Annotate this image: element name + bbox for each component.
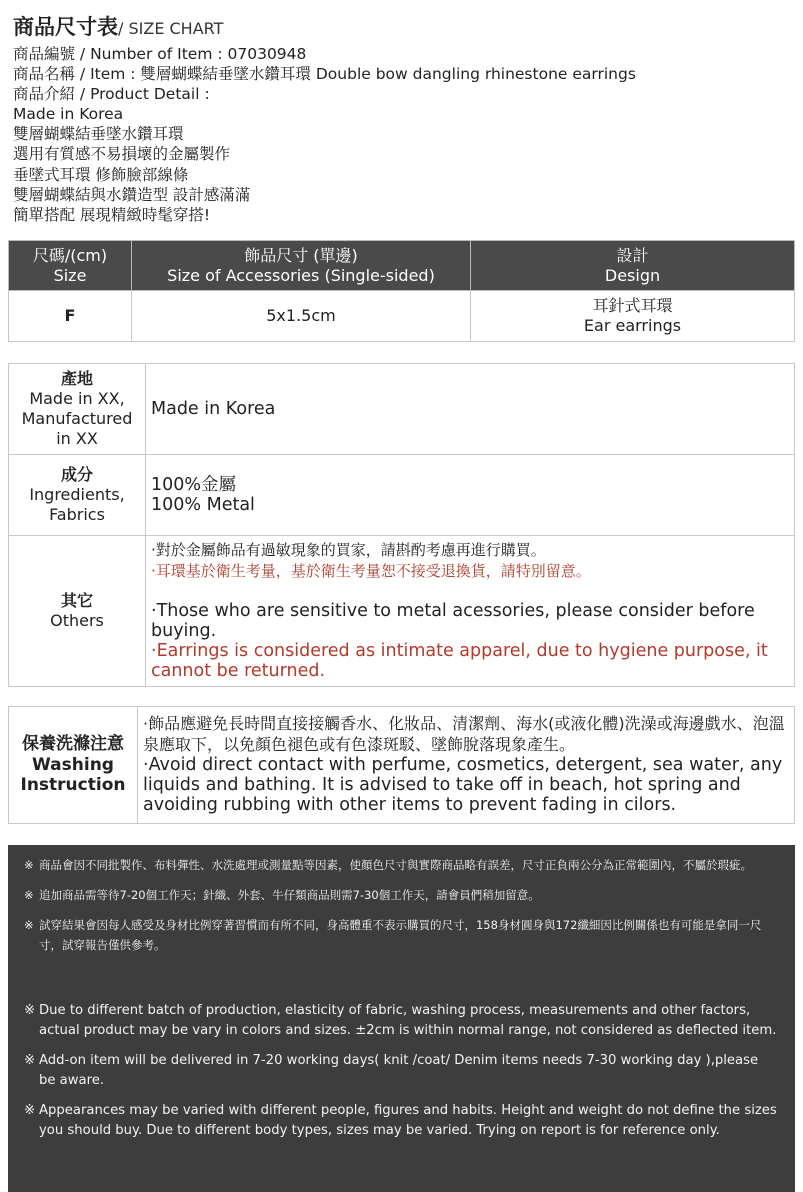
washing-label-en: Washing Instruction <box>20 754 126 796</box>
header-design <box>471 241 795 291</box>
header-design-en: Design <box>604 265 661 285</box>
others-line: ·對於金屬飾品有過敏現象的買家，請斟酌考慮再進行購買。 <box>151 541 546 560</box>
list-item <box>24 1001 777 1041</box>
list-item <box>24 915 777 955</box>
cell-design-en: Ear earrings <box>583 316 682 335</box>
washing-row <box>9 707 795 824</box>
note-marker: ※ <box>24 1053 36 1068</box>
note-marker: ※ <box>24 1003 36 1018</box>
info-detail-heading: 商品介紹 / Product Detail : <box>13 85 210 104</box>
info-item-number: 商品編號 / Number of Item : 07030948 <box>13 45 307 63</box>
list-item <box>24 1101 777 1141</box>
cell-accessory-size: 5x1.5cm <box>132 291 471 342</box>
washing-text-cn: ·飾品應避免長時間直接接觸香水、化妝品、清潔劑、海水(或液化體)洗澡或海邊戲水、泡溫泉應取下，以免顏色褪色或有色漆斑駁、墜飾脫落現象產生。 <box>143 714 785 754</box>
washing-label <box>9 707 138 824</box>
list-item <box>24 855 777 875</box>
info-detail-line: 選用有質感不易損壞的金屬製作 <box>13 145 231 164</box>
ingredients-label-cn: 成分 <box>60 465 93 484</box>
others-row <box>9 536 795 687</box>
note-text: Appearances may be varied with different people, figures and habits. Height and weight do not define the sizes you should buy. Due to different body types, sizes may be varied. Trying on report is for reference only. <box>39 1103 777 1138</box>
title-en: / SIZE CHART <box>118 19 224 38</box>
notes-chinese <box>8 845 795 991</box>
info-item-name: 商品名稱 / Item : 雙層蝴蝶結垂墜水鑽耳環 Double bow dangling rhinestone earrings <box>13 65 636 84</box>
size-table <box>8 240 795 342</box>
others-line: ·Those who are sensitive to metal acessories, please consider before buying. <box>151 600 755 641</box>
size-table-header <box>9 241 795 291</box>
info-detail-line: 垂墜式耳環 修飾臉部線條 <box>13 165 189 184</box>
note-marker: ※ <box>24 858 34 872</box>
note-text: Due to different batch of production, elasticity of fabric, washing process, measurements and other factors, actual product may be vary in colors and sizes. ±2cm is within normal range, not considered as deflected item. <box>39 1003 777 1038</box>
washing-value <box>138 707 795 824</box>
ingredients-label-en: Ingredients, Fabrics <box>29 485 125 524</box>
header-size-en: Size <box>53 265 87 285</box>
origin-label <box>9 364 146 455</box>
origin-label-cn: 產地 <box>60 369 93 388</box>
header-accessory-size-cn: 飾品尺寸 (單邊) <box>244 245 358 265</box>
notes-english <box>8 991 795 1192</box>
header-size-cn: 尺碼/(cm) <box>32 245 108 265</box>
list-item <box>24 1051 777 1091</box>
table-row <box>9 291 795 342</box>
ingredients-value-cn: 100%金屬 <box>151 474 237 495</box>
list-item <box>24 885 777 905</box>
others-label-cn: 其它 <box>60 591 93 610</box>
note-text: 商品會因不同批製作、布料彈性、水洗處理或測量點等因素，使顏色尺寸與實際商品略有誤差，尺寸正負兩公分為正常範圍內，不屬於瑕疵。 <box>39 858 752 872</box>
ingredients-value-en: 100% Metal <box>151 495 255 515</box>
note-marker: ※ <box>24 888 34 902</box>
origin-value: Made in Korea <box>146 364 795 455</box>
header-size <box>9 241 132 291</box>
ingredients-value <box>146 455 795 536</box>
product-info <box>13 44 636 225</box>
cell-design <box>471 291 795 342</box>
others-value <box>146 536 795 687</box>
note-text: 追加商品需等待7-20個工作天；針織、外套、牛仔類商品則需7-30個工作天，請會員們稍加留意。 <box>39 888 540 902</box>
washing-text-en: ·Avoid direct contact with perfume, cosmetics, detergent, sea water, any liquids and bathing. It is advised to take off in beach, hot spring and avoiding rubbing with other items to prevent fading in cilors. <box>143 754 783 816</box>
others-label-en: Others <box>50 611 104 630</box>
note-text: 試穿結果會因每人感受及身材比例穿著習慣而有所不同，身高體重不表示購買的尺寸，158身材圓身與172纖細因比例關係也有可能是拿同一尺寸，試穿報告僅供參考。 <box>39 918 762 952</box>
info-detail-line: 簡單搭配 展現精緻時髦穿搭! <box>13 205 211 224</box>
header-design-cn: 設計 <box>616 245 649 265</box>
cell-size: F <box>9 291 132 342</box>
note-marker: ※ <box>24 1103 36 1118</box>
origin-label-en: Made in XX, Manufactured in XX <box>21 389 133 448</box>
origin-row <box>9 364 795 455</box>
ingredients-label <box>9 455 146 536</box>
header-accessory-size <box>132 241 471 291</box>
note-text: Add-on item will be delivered in 7-20 working days( knit /coat/ Denim items needs 7-30 working day ),please be aware. <box>39 1053 759 1088</box>
page-title <box>13 14 223 42</box>
info-detail-line: 雙層蝴蝶結垂墜水鑽耳環 <box>13 125 184 144</box>
cell-design-cn: 耳針式耳環 <box>592 296 673 315</box>
header-accessory-size-en: Size of Accessories (Single-sided) <box>167 265 435 285</box>
note-marker: ※ <box>24 918 34 932</box>
title-cn: 商品尺寸表 <box>13 15 118 39</box>
others-label <box>9 536 146 687</box>
others-line-warning: ·耳環基於衛生考量，基於衛生考量恕不接受退換貨，請特別留意。 <box>151 561 591 580</box>
info-detail-line: 雙層蝴蝶結與水鑽造型 設計感滿滿 <box>13 185 251 204</box>
washing-label-cn: 保養洗滌注意 <box>22 734 124 755</box>
attributes-table <box>8 363 795 687</box>
ingredients-row <box>9 455 795 536</box>
others-line-warning: ·Earrings is considered as intimate apparel, due to hygiene purpose, it cannot be returned. <box>151 641 768 682</box>
washing-table <box>8 706 795 824</box>
info-detail-line: Made in Korea <box>13 105 124 124</box>
